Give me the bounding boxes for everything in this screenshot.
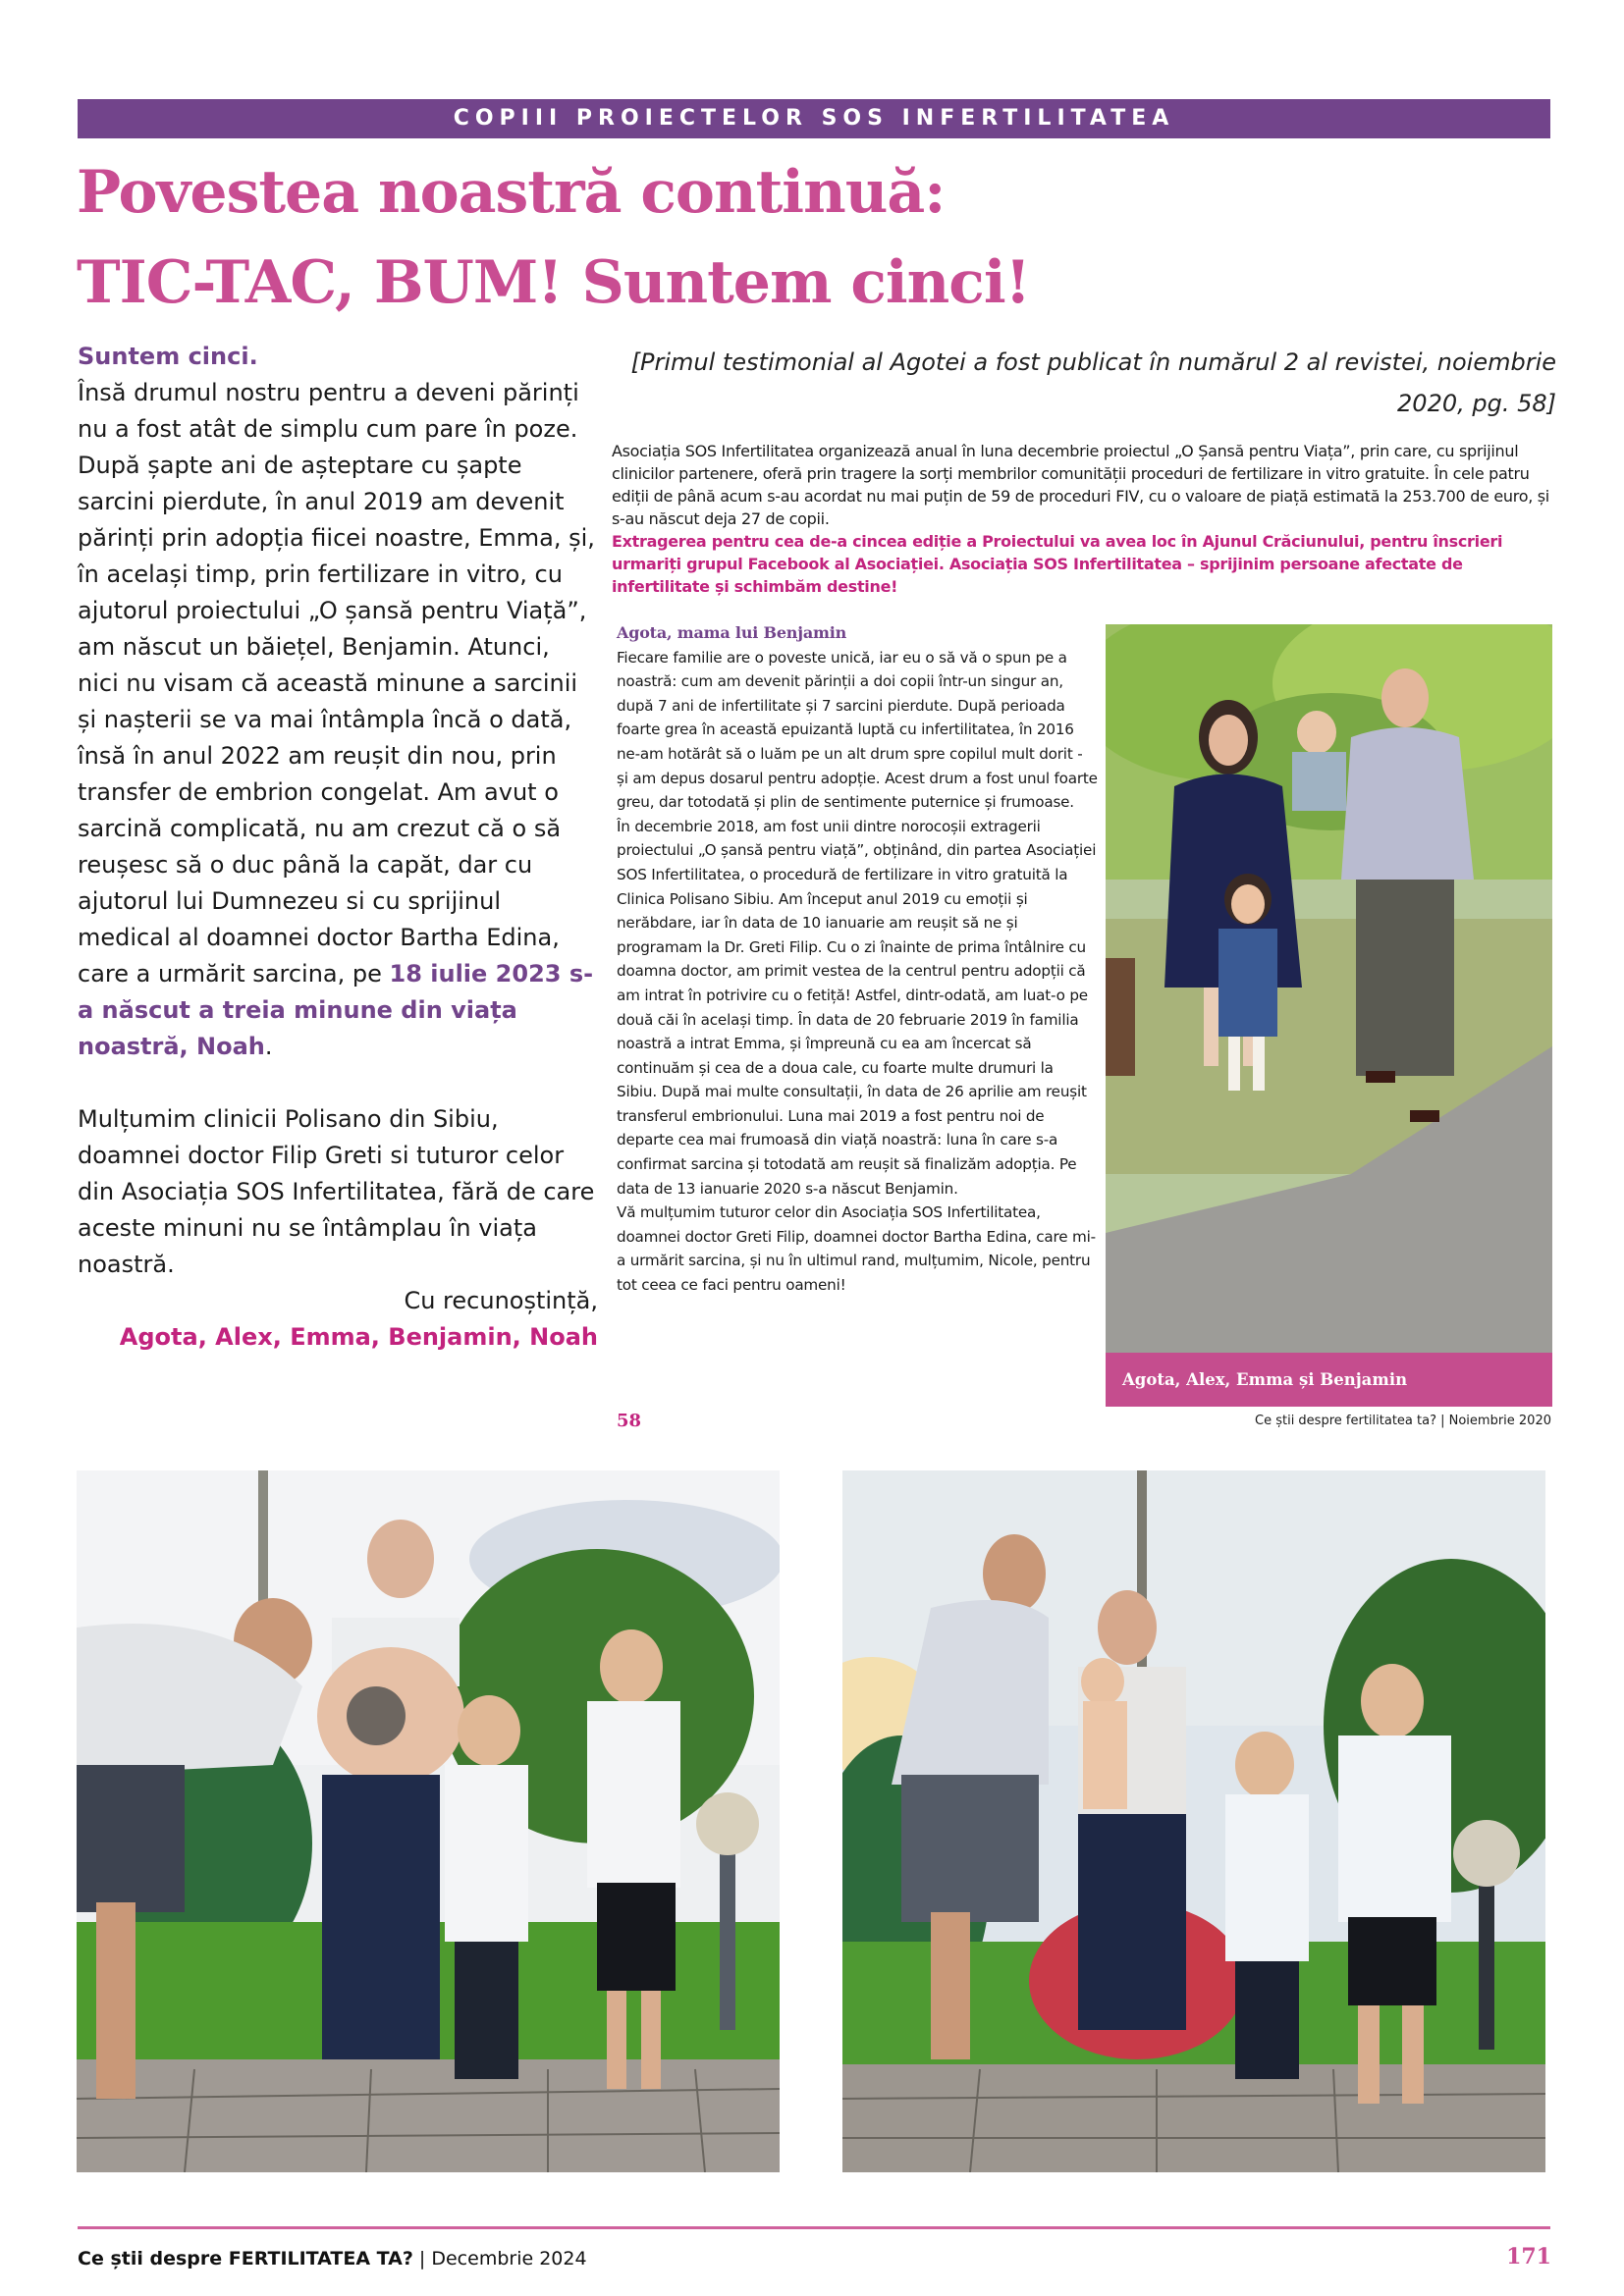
section-banner: COPIII PROIECTELOR SOS INFERTILITATEA bbox=[78, 99, 1550, 138]
page-number: 171 bbox=[1506, 2244, 1551, 2269]
article-title bbox=[77, 147, 1451, 328]
pregnancy-photo bbox=[77, 1470, 780, 2172]
footer-divider bbox=[78, 2226, 1550, 2229]
magazine-footer bbox=[78, 2248, 587, 2269]
story-highlight: 18 iulie 2023 s-a născut a treia minune din viața noastră, Noah bbox=[78, 960, 594, 1060]
reprint-article-body-3: Vă mulțumim tuturor celor din Asociația SOS Infertilitatea, doamnei doctor Greti Filip, doamnei doctor Bartha Edina, care mi-a urmărit sarcina, și nu în ultimul rand, mulțumim, Nicole, pentru tot ceea ce faci pentru oameni! bbox=[617, 1203, 1096, 1295]
main-story bbox=[78, 339, 598, 1356]
magazine-name: Ce știi despre FERTILITATEA TA? bbox=[78, 2248, 413, 2269]
story-signature: Agota, Alex, Emma, Benjamin, Noah bbox=[119, 1323, 598, 1351]
story-period: . bbox=[264, 1033, 273, 1060]
intro-highlight: Extragerea pentru cea de-a cincea ediție a Proiectului va avea loc în Ajunul Crăciunului, pentru înscrieri urmariți grupul Facebook al Asociației. Asociația SOS Infertilitatea – sprijinim persoane afectate de infertilitate și schimbăm destine! bbox=[612, 532, 1503, 596]
reprint-page-number: 58 bbox=[617, 1411, 642, 1431]
newborn-photo-illustration bbox=[842, 1470, 1545, 2172]
title-line-1: Povestea noastră continuă: bbox=[77, 158, 946, 227]
intro-text: Asociația SOS Infertilitatea organizează anual în luna decembrie proiectul „O Șansă pentru Viața”, prin care, cu sprijinul clinicilor partenere, oferă prin tragere la sorți membrilor comunității proceduri de fertilizare in vitro gratuite. În cele patru ediții de până acum s-au acordat nu mai puțin de 59 de proceduri FIV, cu o valoare de piață estimată la 253.700 de euro, și s-au născut deja 27 de copii. bbox=[612, 442, 1549, 528]
story-sign-off: Cu recunoștință, bbox=[404, 1287, 598, 1314]
paragraph-gap bbox=[78, 1065, 598, 1101]
magazine-issue: | Decembrie 2024 bbox=[418, 2248, 587, 2269]
story-text: Însă drumul nostru pentru a deveni părinți nu a fost atât de simplu cum pare în poze. După șapte ani de așteptare cu șapte sarcini pierdute, în anul 2019 am devenit părinți prin adopția fiicei noastre, Emma, și, în același timp, prin fertilizare in vitro, cu ajutorul proiectului „O șansă pentru Viață”, am născut un băiețel, Benjamin. Atunci, nici nu visam că această minune a sarcinii și nașterii se va mai întâmpla încă o dată, însă în anul 2022 am reușit din nou, prin transfer de embrion congelat. Am avut o sarcină complicată, nu am crezut că o să reușesc să o duc până la capăt, dar cu ajutorul lui Dumnezeu si cu sprijinul medical al doamnei doctor Bartha Edina, care a urmărit sarcina, pe bbox=[78, 379, 595, 988]
pregnancy-photo-illustration bbox=[77, 1470, 780, 2172]
reprint-article-body-2: În decembrie 2018, am fost unii dintre norocoșii extragerii proiectului „O șansă pentru viață”, obținând, din partea Asociației SOS Infertilitatea, o procedură de fertilizare in vitro gratuită la Clinica Polisano Sibiu. Am început anul 2019 cu emoții și nerăbdare, iar în data de 10 ianuarie am reușit să ne și programam la Dr. Greti Filip. Cu o zi înainte de prima întâlnire cu doamna doctor, am primit vestea de la centrul pentru adopții că am intrat în potrivire cu o fetiță! Astfel, dintr-odată, am luat-o pe două căi în același timp. În data de 20 februarie 2019 în familia noastră a intrat Emma, și împreună cu ea am încercat să continuăm și cea de a doua cale, cu foarte multe drumuri la Sibiu. După mai multe consultații, în data de 26 aprilie am reușit transferul embrionului. Luna mai 2019 a fost pentru noi de departe cea mai frumoasă din viață noastră: luna în care s-a confirmat sarcina și totodată am reușit să finalizăm adopția. Pe data de 13 ianuarie 2020 s-a născut Benjamin. bbox=[617, 817, 1097, 1198]
newborn-photo bbox=[842, 1470, 1545, 2172]
reprint-footer: Ce știi despre fertilitatea ta? | Noiembrie 2020 bbox=[1255, 1414, 1551, 1428]
story-paragraph-1 bbox=[78, 375, 598, 1065]
reprint-article-heading: Agota, mama lui Benjamin bbox=[617, 623, 847, 642]
title-line-2: TIC-TAC, BUM! Suntem cinci! bbox=[77, 248, 1030, 317]
reprint-article-body-1: Fiecare familie are o poveste unică, iar eu o să vă o spun pe a noastră: cum am devenit părinții a doi copii într-un singur an, după 7 ani de infertilitate și 7 sarcini pierdute. După perioada foarte grea în această epuizantă luptă cu infertilitatea, în 2016 ne-am hotărât să o luăm pe un alt drum spre copilul mult dorit - și am depus dosarul pentru adopție. Acest drum a fost unul foarte greu, dar totodată și plin de sentimente puternice și frumoase. bbox=[617, 648, 1098, 812]
photo-caption: Agota, Alex, Emma și Benjamin bbox=[1106, 1353, 1552, 1407]
reprint-article bbox=[617, 621, 1098, 1298]
reprint-citation: [Primul testimonial al Agotei a fost publicat în numărul 2 al revistei, noiembrie 2020, pg. 58] bbox=[630, 348, 1556, 417]
story-lead: Suntem cinci. bbox=[78, 343, 258, 370]
story-paragraph-2: Mulțumim clinicii Polisano din Sibiu, doamnei doctor Filip Greti si tuturor celor din Asociația SOS Infertilitatea, fără de care aceste minuni nu se întâmplau în viața noastră. bbox=[78, 1105, 595, 1278]
family-photo-2020-illustration bbox=[1106, 624, 1552, 1353]
reprint-intro bbox=[612, 440, 1559, 598]
family-photo-2020 bbox=[1106, 624, 1552, 1353]
